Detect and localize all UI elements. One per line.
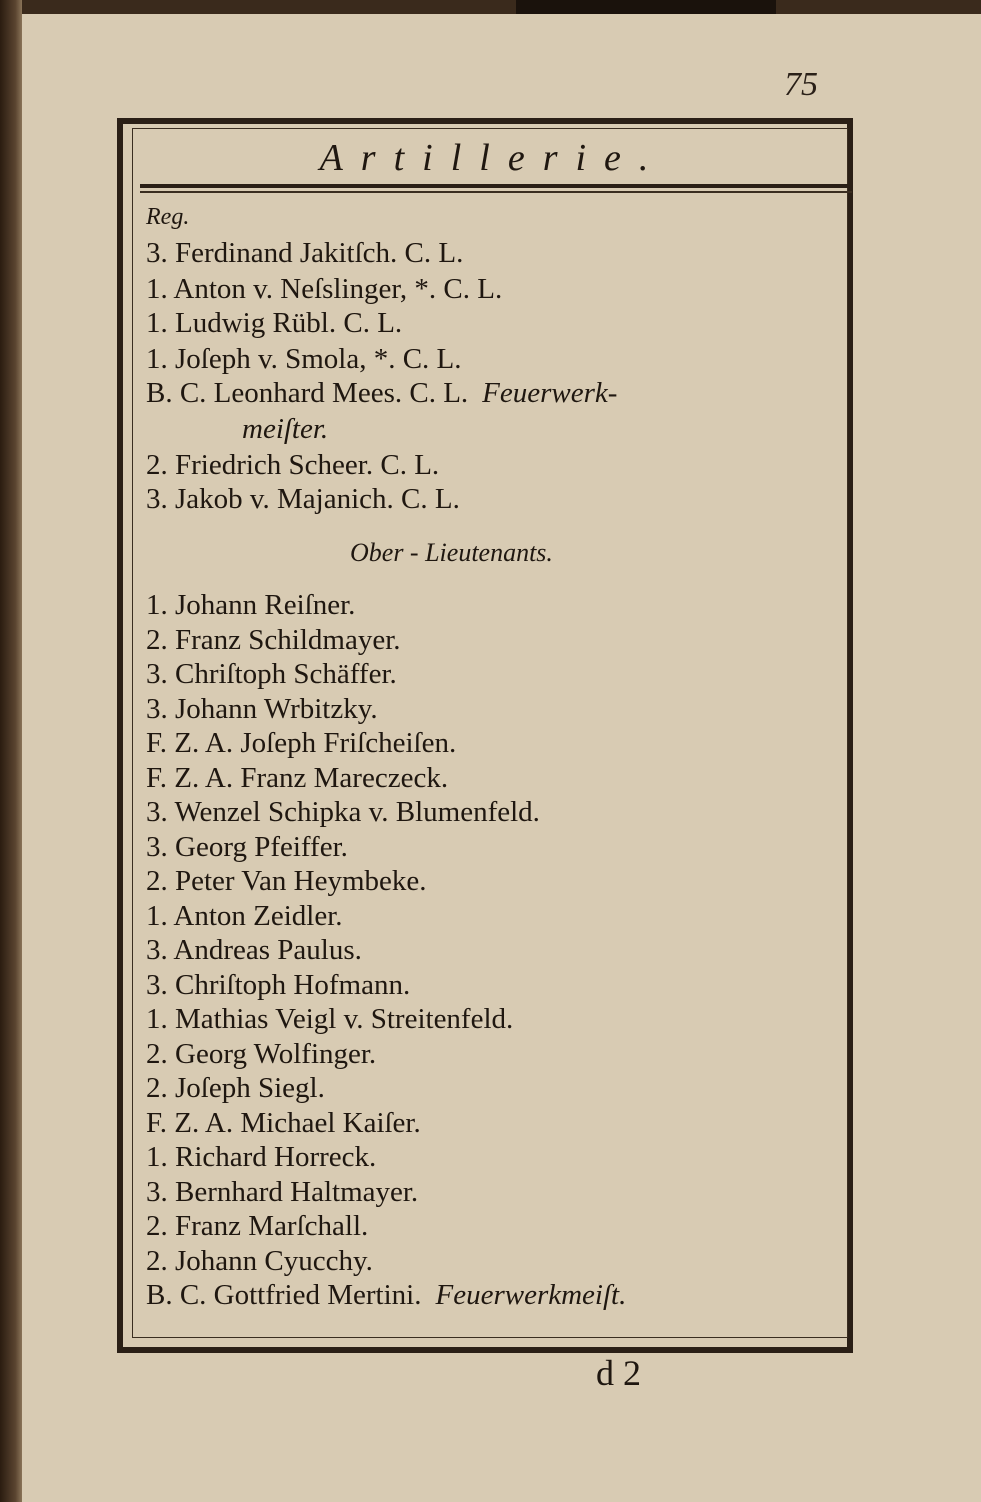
heading-rule-thin — [140, 191, 852, 193]
list-item: 3. Wenzel Schipka v. Blumenfeld. — [146, 796, 540, 828]
signature-mark: d 2 — [596, 1353, 641, 1393]
list-item: 2. Peter Van Heymbeke. — [146, 865, 427, 897]
list-item: 1. Joſeph v. Smola, *. C. L. — [146, 343, 462, 375]
list-item: B. C. Leonhard Mees. C. L. Feuerwerk- — [146, 377, 618, 409]
mees-continuation: meiſter. — [242, 413, 329, 445]
reg-label: Reg. — [146, 204, 190, 230]
sub-heading: Ober - Lieutenants. — [350, 538, 553, 567]
top-edge-strip — [516, 0, 776, 14]
list-item: 3. Jakob v. Majanich. C. L. — [146, 483, 460, 515]
list-item: 1. Mathias Veigl v. Streitenfeld. — [146, 1003, 514, 1035]
list-item: 2. Georg Wolfinger. — [146, 1037, 377, 1070]
list-item: 1. Anton v. Neſslinger, *. C. L. — [146, 273, 503, 305]
list-item: 3. Georg Pfeiffer. — [146, 830, 348, 863]
list-item: 1. Ludwig Rübl. C. L. — [146, 307, 403, 339]
list-item: 3. Bernhard Haltmayer. — [146, 1175, 419, 1208]
list-item: B. C. Gottfried Mertini. Feuerwerkmeiſt. — [146, 1279, 627, 1311]
list-item: F. Z. A. Joſeph Friſcheiſen. — [146, 727, 457, 759]
page-number: 75 — [784, 66, 818, 103]
list-item: 2. Franz Schildmayer. — [146, 623, 401, 656]
list-item: 2. Joſeph Siegl. — [146, 1072, 325, 1104]
list-item: 3. Chriſtoph Schäffer. — [146, 658, 397, 690]
list-item: 1. Johann Reiſner. — [146, 589, 356, 621]
book-binding — [0, 0, 22, 1502]
list-item: 3. Johann Wrbitzky. — [146, 692, 378, 725]
list-item: 1. Anton Zeidler. — [146, 899, 343, 932]
list-item: 2. Friedrich Scheer. C. L. — [146, 449, 440, 481]
heading-rule — [140, 184, 852, 188]
list-item: F. Z. A. Michael Kaiſer. — [146, 1106, 421, 1139]
list-item: 1. Richard Horreck. — [146, 1141, 377, 1173]
mees-title: Feuerwerk- — [482, 377, 618, 409]
list-item: 3. Chriſtoph Hofmann. — [146, 968, 411, 1001]
section-heading: Artillerie. — [319, 137, 667, 179]
mertini-title: Feuerwerkmeiſt. — [435, 1279, 627, 1311]
list-item: F. Z. A. Franz Mareczeck. — [146, 761, 449, 794]
list-item: 3. Andreas Paulus. — [146, 934, 362, 966]
list-item: 2. Johann Cyucchy. — [146, 1244, 373, 1277]
list-item: 3. Ferdinand Jakitſch. C. L. — [146, 237, 464, 269]
list-item: 2. Franz Marſchall. — [146, 1210, 369, 1242]
